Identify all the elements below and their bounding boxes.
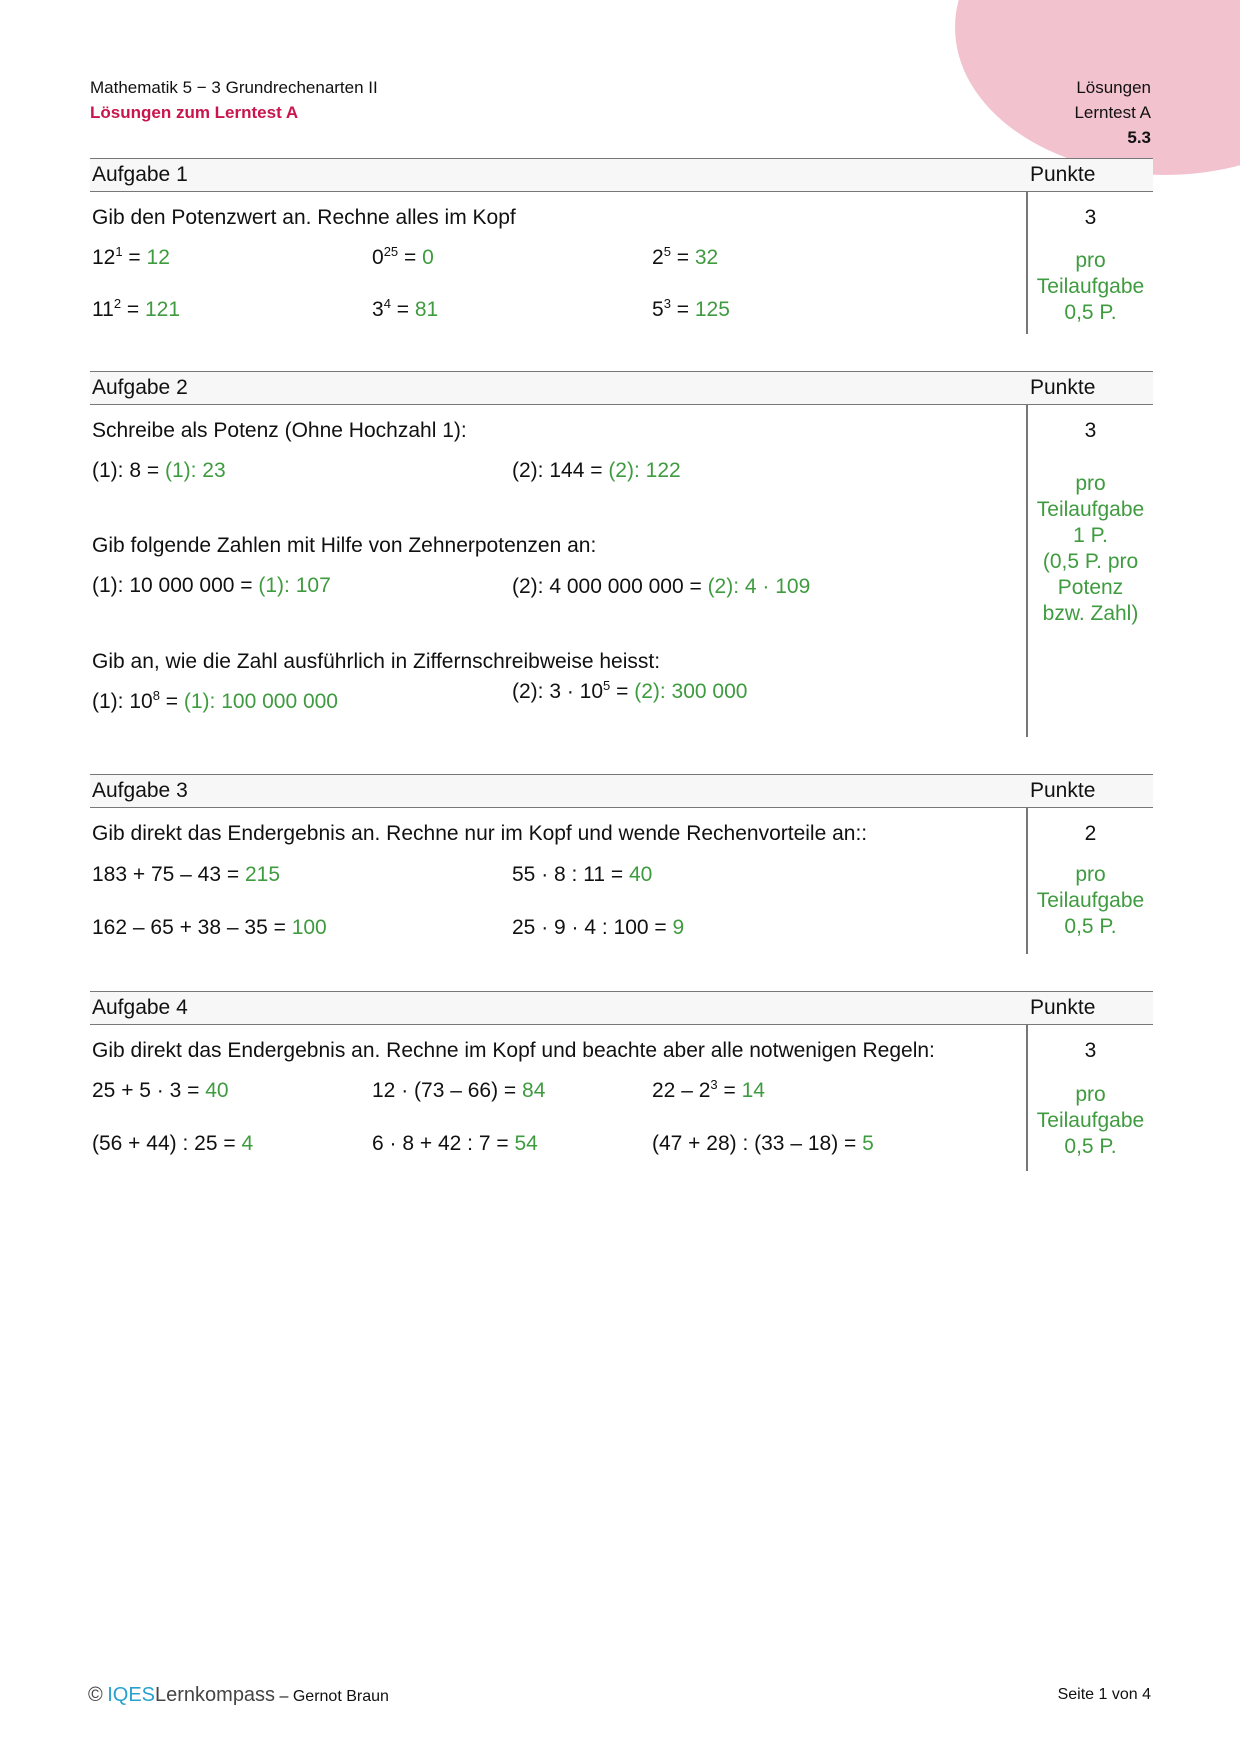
page-header-left — [90, 75, 378, 125]
page-number: Seite 1 von 4 — [1057, 1686, 1151, 1703]
answer: 121 — [144, 298, 181, 321]
task-1-item: $5^3 = 125$ — [652, 296, 730, 321]
task-4-item: 12 · (73 – 66) = 84 — [372, 1079, 546, 1102]
task-2-instruction-3: Gib an, wie die Zahl ausführlich in Ziffernschreibweise heisst: — [92, 650, 661, 673]
points-value: 3 — [1084, 419, 1097, 442]
task-1-title: Aufgabe 1 — [92, 163, 188, 186]
page-header-right — [1074, 75, 1151, 150]
copyright-icon: © — [88, 1684, 103, 1706]
task-3-points-note: pro Teilaufgabe 0,5 P. — [1036, 863, 1145, 938]
task-2-header — [90, 371, 1153, 405]
answer: (1): 107 — [258, 574, 331, 597]
answer: 40 — [205, 1079, 229, 1102]
task-1-item: $12^1 = 12$ — [92, 244, 170, 269]
task-2-points-note: pro Teilaufgabe 1 P. (0,5 P. pro Potenz bzw. Zahl) — [1036, 472, 1145, 625]
task-2-item: (2): 144 = (2): 122 — [512, 459, 681, 482]
answer: (2): 4 · 109 — [707, 575, 811, 598]
answer: (2): 300 000 — [634, 680, 748, 703]
task-4 — [90, 991, 1153, 1171]
task-4-points — [1028, 1038, 1153, 1064]
task-3-item: 162 – 65 + 38 – 35 = 100 — [92, 916, 327, 939]
task-4-header — [90, 991, 1153, 1025]
task-1-item: $11^2 = 121$ — [92, 296, 181, 321]
points-value: 3 — [1084, 206, 1097, 229]
answer: 0 — [422, 246, 434, 269]
task-4-points-note: pro Teilaufgabe 0,5 P. — [1036, 1083, 1145, 1158]
task-3-body — [90, 808, 1153, 954]
answer: 32 — [694, 246, 719, 269]
answer: 4 — [241, 1132, 254, 1155]
task-3-instruction: Gib direkt das Endergebnis an. Rechne nur im Kopf und wende Rechenvorteile an:: — [92, 822, 868, 845]
task-4-title: Aufgabe 4 — [92, 996, 188, 1019]
task-2-item: (1): $10^8 = (1)$: 100 000 000 — [92, 688, 338, 713]
task-1-points-note: pro Teilaufgabe 0,5 P. — [1036, 249, 1145, 324]
footer-left — [88, 1683, 389, 1709]
task-3-item: 183 + 75 – 43 = 215 — [92, 863, 281, 886]
task-1-body — [90, 192, 1153, 334]
answer: 9 — [672, 916, 685, 939]
answer: 100 — [291, 916, 327, 939]
task-3-points — [1028, 821, 1153, 847]
task-4-item: (47 + 28) : (33 – 18) = 5 — [652, 1132, 874, 1155]
task-3-header — [90, 774, 1153, 808]
task-4-item: (56 + 44) : 25 = 4 — [92, 1132, 254, 1155]
task-1-instruction: Gib den Potenzwert an. Rechne alles im Kopf — [92, 206, 516, 229]
task-2 — [90, 371, 1153, 737]
task-2-title: Aufgabe 2 — [92, 376, 188, 399]
brand-name-part2: Lernkompass — [155, 1684, 276, 1706]
author: – Gernot Braun — [275, 1688, 389, 1705]
page-subtitle: Lösungen zum Lerntest A — [90, 103, 299, 122]
answer: 81 — [414, 298, 439, 321]
task-2-item: (1): 10 000 000 = (1): 107 — [92, 574, 331, 597]
answer: 40 — [628, 863, 653, 886]
task-2-instruction-2: Gib folgende Zahlen mit Hilfe von Zehnerpotenzen an: — [92, 534, 597, 557]
task-2-body — [90, 405, 1153, 737]
header-right-line1: Lösungen — [1076, 78, 1151, 97]
header-right-line3: 5.3 — [1127, 128, 1151, 147]
header-right-line2: Lerntest A — [1074, 103, 1151, 122]
points-label: Punkte — [1030, 163, 1096, 186]
task-2-instruction-1: Schreibe als Potenz (Ohne Hochzahl 1): — [92, 419, 467, 442]
task-4-instruction: Gib direkt das Endergebnis an. Rechne im Kopf und beachte aber alle notwenigen Regeln: — [92, 1039, 935, 1062]
answer: 125 — [694, 298, 730, 321]
brand-name-part1: IQES — [107, 1684, 155, 1706]
task-4-item: 25 + 5 · 3 = 40 — [92, 1079, 229, 1102]
answer: (2): 122 — [608, 459, 681, 482]
answer: 5 — [862, 1132, 874, 1155]
task-1 — [90, 158, 1153, 334]
task-1-points — [1028, 205, 1153, 231]
task-1-header — [90, 158, 1153, 192]
task-1-item: $0^{25} = 0$ — [372, 244, 434, 269]
task-1-item: $2^5 = 32$ — [652, 244, 719, 269]
task-2-item: (2): $3 \cdot 10^5 = (2)$: 300 000 — [512, 678, 748, 703]
answer: 54 — [514, 1132, 538, 1155]
task-4-body — [90, 1025, 1153, 1171]
subject-line: Mathematik 5 − 3 Grundrechenarten II — [90, 78, 378, 97]
task-3-item: 25 · 9 · 4 : 100 = 9 — [512, 916, 685, 939]
answer: (1): 23 — [164, 459, 226, 482]
task-2-item: (2): 4 000 000 000 = (2): 4 · 109 — [512, 575, 811, 598]
task-1-item: $3^4 = 81$ — [372, 296, 439, 321]
task-3 — [90, 774, 1153, 954]
answer: 84 — [522, 1079, 546, 1102]
task-3-title: Aufgabe 3 — [92, 779, 188, 802]
points-value: 2 — [1084, 822, 1097, 845]
task-3-item: 55 · 8 : 11 = 40 — [512, 863, 653, 886]
points-label: Punkte — [1030, 779, 1096, 802]
task-2-points — [1028, 418, 1153, 444]
task-4-item: 6 · 8 + 42 : 7 = 54 — [372, 1132, 538, 1155]
answer: (1): 100 000 000 — [183, 690, 338, 713]
points-value: 3 — [1084, 1039, 1097, 1062]
task-4-item: $22 - 2^3 = 14$ — [652, 1077, 765, 1102]
points-label: Punkte — [1030, 996, 1096, 1019]
answer: 12 — [146, 246, 170, 269]
answer: 14 — [741, 1079, 765, 1102]
task-2-item: (1): 8 = (1): 23 — [92, 459, 226, 482]
answer: 215 — [244, 863, 281, 886]
points-label: Punkte — [1030, 376, 1096, 399]
